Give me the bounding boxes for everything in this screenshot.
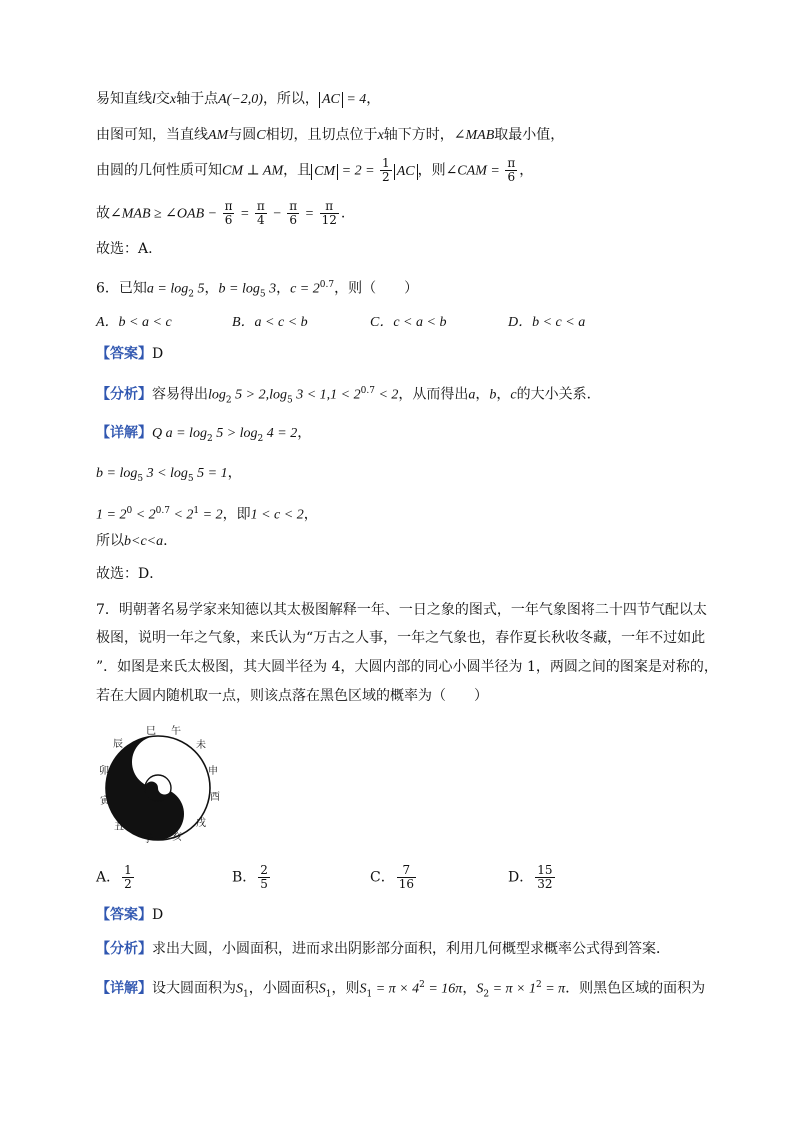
text: ， — [276, 280, 291, 297]
option-c: C．c < a < b — [370, 315, 447, 330]
numerator: 7 — [397, 864, 416, 878]
text: 由图可知，当直线 — [96, 127, 208, 143]
text: ， — [519, 162, 534, 179]
option-label: A． — [96, 869, 121, 886]
math: = π × 4 — [372, 981, 420, 997]
text: ， — [297, 425, 312, 441]
math: 5 — [194, 281, 205, 297]
label-wei: 未 — [196, 740, 206, 751]
math: 5 > log — [212, 426, 258, 441]
label-yin: 寅 — [100, 796, 110, 807]
answer-tag: 【答案】 — [96, 346, 152, 362]
subscript: 1 — [243, 989, 249, 1000]
superscript: 0.7 — [155, 506, 170, 516]
text: ， — [227, 465, 242, 481]
math: 3 — [265, 281, 277, 297]
fraction — [255, 200, 267, 227]
math: S — [236, 981, 243, 997]
numerator: π — [507, 156, 516, 170]
superscript: 2 — [535, 980, 542, 990]
math: = 2 = — [338, 163, 379, 179]
math: = — [301, 206, 318, 222]
analysis-text: 求出大圆，小圆面积，进而求出阴影部分面积，利用几何概型求概率公式得到答案． — [152, 941, 670, 957]
text: ， — [462, 980, 477, 997]
denominator: 4 — [257, 213, 265, 227]
math: x — [169, 92, 177, 107]
fraction — [320, 200, 339, 227]
fraction — [505, 157, 517, 184]
abs-ac: AC — [319, 92, 343, 108]
option-a — [96, 864, 136, 891]
numerator: 1 — [382, 156, 390, 170]
math: = — [236, 206, 253, 222]
text: ，从而得出 — [398, 386, 469, 403]
denominator: 12 — [321, 213, 337, 227]
question-6-stem — [96, 274, 418, 305]
answer-value: D — [152, 346, 164, 362]
label-chou: 丑 — [114, 822, 124, 833]
math: S — [476, 981, 484, 997]
text: ， — [475, 386, 490, 403]
text: 的大小关系． — [516, 386, 601, 403]
text: ，小圆面积 — [248, 980, 319, 997]
denominator: 2 — [124, 877, 132, 891]
math: l — [152, 92, 156, 107]
question-6-detail-1 — [96, 422, 311, 450]
question-7-line-3: ”．如图是来氏太极图，其大圆半径为 4，大圆内部的同心小圆半径为 1，两圆之间的图案是对称的， — [96, 659, 718, 675]
question-7-detail — [96, 974, 705, 1005]
fraction — [535, 864, 554, 891]
math: b — [489, 387, 497, 403]
question-7-line-2: 极图，说明一年之气象，来氏认为“万古之人事，一年之气象也，春作夏长秋收冬藏，一年不过如此 — [96, 630, 706, 646]
label-xu: 戌 — [196, 818, 206, 829]
answer-value: D — [152, 907, 164, 923]
text: ， — [303, 506, 318, 523]
text: ， — [204, 280, 219, 297]
label-wu: 午 — [171, 726, 181, 737]
solution-line-4 — [96, 200, 345, 227]
numerator: π — [289, 199, 298, 213]
math: CM ⊥ AM — [222, 163, 284, 179]
label-si: 巳 — [146, 726, 156, 737]
math: = 2 — [199, 507, 223, 523]
math: b = log — [96, 466, 138, 481]
math: 1 < c < 2 — [250, 507, 304, 523]
math: < 2 — [169, 507, 194, 523]
math: 1 = 2 — [96, 507, 127, 523]
analysis-tag: 【分析】 — [96, 386, 152, 403]
label-hai: 亥 — [172, 832, 182, 843]
denominator: 6 — [507, 170, 516, 184]
fraction — [122, 864, 134, 891]
superscript: 1 — [193, 506, 200, 516]
subscript: 5 — [137, 473, 144, 484]
question-6-detail-3 — [96, 500, 318, 527]
label-zi: 子 — [143, 834, 153, 845]
abs-cm: CM — [311, 164, 338, 180]
taiji-figure — [96, 724, 236, 852]
question-7-line-4: 若在大圆内随机取一点，则该点落在黑色区域的概率为（ ） — [96, 688, 488, 704]
math: S — [359, 981, 367, 997]
option-label: B． — [232, 869, 257, 886]
denominator: 6 — [289, 213, 298, 227]
math: < 2 — [132, 507, 156, 523]
text: ，即 — [222, 506, 251, 523]
text: . — [163, 533, 168, 549]
fraction — [223, 200, 235, 227]
option-c — [370, 864, 418, 891]
text: 取最小值， — [494, 127, 565, 143]
numerator: 2 — [260, 863, 268, 877]
math: = 16π — [424, 981, 463, 997]
superscript: 0.7 — [319, 280, 335, 290]
fraction — [380, 157, 392, 184]
subscript: 2 — [257, 433, 264, 444]
answer-tag: 【答案】 — [96, 907, 152, 923]
subscript: 2 — [188, 289, 194, 300]
question-6-answer — [96, 343, 163, 365]
math: < 2 — [374, 387, 399, 403]
numerator: π — [224, 199, 233, 213]
math: 5 > 2,log — [231, 387, 287, 403]
detail-tag: 【详解】 — [96, 425, 152, 441]
denominator: 5 — [260, 877, 268, 891]
subscript: 1 — [325, 989, 332, 1000]
question-6-detail-4 — [96, 530, 168, 553]
text: 故 — [96, 205, 110, 222]
option-b: B．a < c < b — [232, 315, 308, 330]
subscript: 5 — [187, 473, 194, 484]
superscript: 0.7 — [360, 386, 375, 396]
option-label: C． — [370, 869, 395, 886]
option-d: D．b < c < a — [508, 315, 586, 330]
text: 设大圆面积为 — [152, 980, 236, 997]
math: ∠CAM = — [445, 163, 504, 179]
abs-ac: AC — [394, 164, 418, 180]
solution-line-2 — [96, 124, 564, 147]
math: = π — [541, 981, 566, 997]
subscript: 2 — [206, 433, 213, 444]
math: x — [377, 128, 384, 143]
math: b = log — [218, 281, 260, 297]
question-6-detail-2 — [96, 462, 242, 490]
fraction — [287, 200, 299, 227]
text: 轴下方时， — [383, 127, 454, 143]
math: ∠MAB ≥ ∠OAB − — [110, 206, 221, 222]
text: ， — [366, 91, 381, 107]
math: = π × 1 — [489, 981, 536, 997]
text: 交 — [155, 91, 170, 107]
math: AM — [208, 128, 229, 143]
denominator: 6 — [224, 213, 233, 227]
question-7-answer — [96, 904, 163, 926]
numerator: 15 — [537, 863, 553, 877]
text: 所以 — [96, 533, 124, 549]
denominator: 16 — [398, 877, 414, 891]
question-7-line-1: 7．明朝著名易学家来知德以其太极图解释一年、一日之象的图式，一年气象图将二十四节气配以太 — [96, 602, 707, 618]
math: log — [208, 387, 226, 403]
option-d — [508, 864, 557, 891]
text: . — [340, 205, 346, 222]
option-label: D． — [508, 869, 534, 886]
math: Q a = log — [152, 426, 207, 441]
question-6-analysis — [96, 380, 601, 411]
detail-tag: 【详解】 — [96, 980, 152, 997]
math: A(−2,0) — [218, 92, 263, 107]
text: ，则（ ） — [334, 280, 419, 297]
text: 6．已知 — [96, 280, 147, 297]
label-mao: 卯 — [99, 766, 109, 777]
subscript: 5 — [286, 395, 293, 406]
text: 由圆的几何性质可知 — [96, 162, 222, 179]
fraction — [397, 864, 416, 891]
text: ， — [496, 386, 511, 403]
solution-line-1 — [96, 88, 380, 111]
math: a — [468, 387, 476, 403]
question-7-analysis — [96, 938, 670, 960]
subscript: 2 — [225, 395, 232, 406]
numerator: π — [256, 199, 265, 213]
analysis-tag: 【分析】 — [96, 941, 152, 957]
label-chen: 辰 — [113, 739, 123, 750]
text: ，则 — [417, 162, 446, 179]
text: 容易得出 — [152, 386, 208, 403]
choice-line-q6: 故选：D． — [96, 566, 164, 582]
fraction — [258, 864, 270, 891]
subscript: 2 — [483, 989, 490, 1000]
text: 轴于点 — [176, 91, 219, 107]
text: ，且 — [283, 162, 312, 179]
text: 与圆 — [228, 127, 257, 143]
math: 3 < log — [143, 466, 188, 481]
math: − — [268, 206, 286, 222]
math: = 4 — [342, 92, 367, 107]
label-you: 酉 — [210, 792, 220, 803]
text: ，所以， — [262, 91, 319, 107]
choice-line-q5: 故选：A. — [96, 241, 153, 257]
superscript: 2 — [419, 980, 425, 990]
option-a: A．b < a < c — [96, 315, 172, 330]
denominator: 32 — [537, 877, 553, 891]
math: c — [510, 387, 517, 403]
text: ，则 — [331, 980, 360, 997]
option-b — [232, 864, 272, 891]
subscript: 5 — [259, 289, 266, 300]
subscript: 1 — [366, 989, 373, 1000]
math: 3 < 1,1 < 2 — [292, 387, 361, 403]
text: 相切，且切点位于 — [265, 127, 378, 143]
label-shen: 申 — [208, 766, 218, 777]
solution-line-3 — [96, 157, 533, 184]
math: 4 = 2 — [263, 426, 298, 441]
numerator: π — [320, 200, 339, 214]
math: 5 = 1 — [193, 466, 228, 481]
text: 易知直线 — [96, 91, 152, 107]
math: C — [256, 128, 266, 143]
numerator: 1 — [124, 863, 132, 877]
math: a = log — [146, 281, 189, 297]
denominator: 2 — [382, 170, 390, 184]
superscript: 0 — [126, 506, 133, 516]
math: c = 2 — [290, 281, 320, 297]
math: b<c<a — [124, 534, 164, 549]
math: ∠MAB — [453, 128, 495, 143]
math: S — [318, 981, 326, 997]
text: ．则黑色区域的面积为 — [565, 980, 706, 997]
